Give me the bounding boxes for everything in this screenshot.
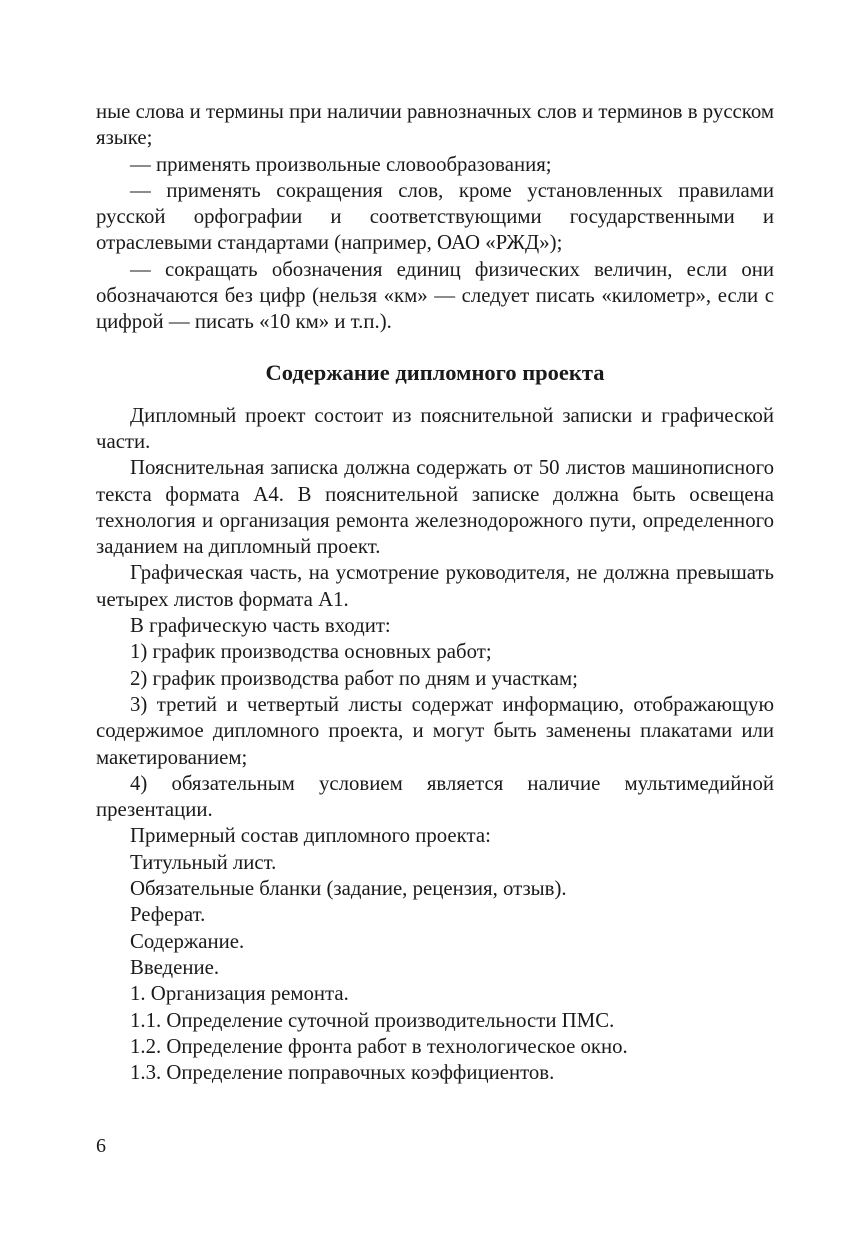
page-number: 6 xyxy=(96,1135,106,1157)
intro-rule-word-formation: — применять произвольные словообразования; xyxy=(130,152,552,176)
composition-item: Реферат. xyxy=(130,903,206,927)
composition-item: 1.3. Определение поправочных коэффициентов. xyxy=(130,1061,555,1085)
intro-paragraph-continuation: ные слова и термины при наличии равнозначных слов и терминов в русском языке; xyxy=(96,100,774,150)
section-heading: Содержание дипломного проекта xyxy=(265,359,605,385)
composition-item: 1.2. Определение фронта работ в технологическое окно. xyxy=(130,1034,628,1058)
graphic-part-item: 4) обязательным условием является наличие мультимедийной презентации. xyxy=(96,771,774,822)
composition-item: Титульный лист. xyxy=(130,850,277,874)
section-paragraph: Графическая часть, на усмотрение руководителя, не должна превышать четырех листов формата А1. xyxy=(96,561,774,611)
page-body xyxy=(96,99,774,1086)
graphic-part-item: 1) график производства основных работ; xyxy=(130,640,492,664)
graphic-part-item: 3) третий и четвертый листы содержат информацию, отображающую содержимое дипломного проекта, и могут быть заменены плакатами или макетированием; xyxy=(96,692,774,769)
intro-rule-abbreviations: — применять сокращения слов, кроме установленных правилами русской орфографии и соответствующими государственными и отраслевыми стандартами (например, ОАО «РЖД»); xyxy=(96,178,774,255)
composition-title: Примерный состав дипломного проекта: xyxy=(130,824,491,848)
composition-item: 1. Организация ремонта. xyxy=(130,982,349,1006)
composition-item: Введение. xyxy=(130,955,220,979)
section-paragraph: Пояснительная записка должна содержать от 50 листов машинописного текста формата А4. В пояснительной записке должна быть освещена технология и организация ремонта железнодорожного пути, определенного заданием на дипломный проект. xyxy=(96,456,774,559)
composition-item: Содержание. xyxy=(130,929,245,953)
section-paragraph: Дипломный проект состоит из пояснительной записки и графической части. xyxy=(96,403,774,453)
section-paragraph: В графическую часть входит: xyxy=(130,614,391,638)
graphic-part-item: 2) график производства работ по дням и участкам; xyxy=(130,666,578,690)
composition-item: Обязательные бланки (задание, рецензия, отзыв). xyxy=(130,877,567,901)
intro-rule-units: — сокращать обозначения единиц физических величин, если они обозначаются без цифр (нельзя «км» — следует писать «километр», если с цифрой — писать «10 км» и т.п.). xyxy=(96,257,774,334)
composition-item: 1.1. Определение суточной производительности ПМС. xyxy=(130,1008,615,1032)
